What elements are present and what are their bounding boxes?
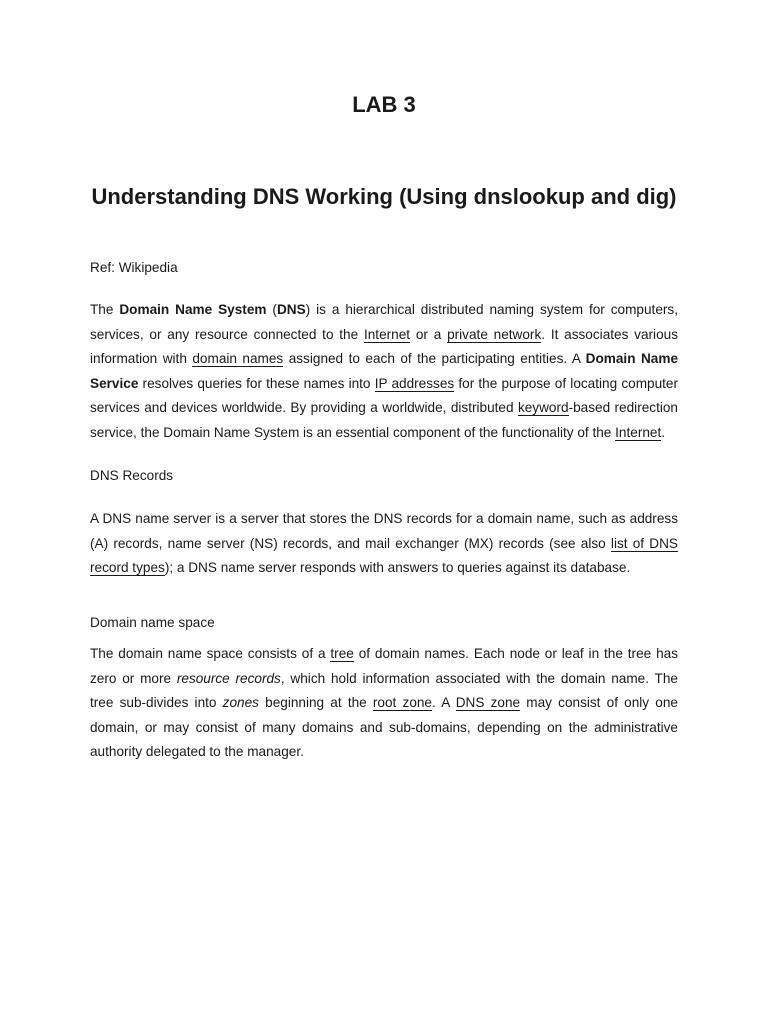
lab-title: LAB 3 — [352, 92, 416, 117]
link-domain-names[interactable]: domain names — [192, 351, 284, 367]
bold-term: Domain Name System — [119, 302, 267, 317]
italic-term: zones — [222, 695, 259, 711]
link-dns-record-types[interactable]: list of DNS record types — [90, 535, 678, 576]
text-span: ); a DNS name server responds with answers to queries against its database. — [164, 560, 631, 576]
link-root-zone[interactable]: root zone — [372, 695, 432, 711]
heading-dns-records: DNS Records — [90, 468, 174, 483]
link-private-network[interactable]: private network — [447, 326, 542, 342]
text-span: . — [661, 424, 666, 440]
text-span: assigned to each of the participating entities. A — [283, 351, 586, 367]
text-span: beginning at the — [258, 695, 373, 711]
text-span: of domain names. Each node or leaf in the tree has zero or more — [90, 646, 678, 686]
text-span: , which hold information associated with the domain name. The tree sub-divides into — [90, 670, 678, 711]
bold-term: Domain Name Service — [90, 351, 678, 391]
link-keyword[interactable]: keyword — [517, 400, 569, 416]
link-ip-addresses[interactable]: IP addresses — [374, 375, 455, 391]
text-span: A DNS name server is a server that stores the DNS records for a domain name, such as address (A) records, name server (NS) records, and mail exchanger (MX) records (see also — [90, 511, 678, 551]
paragraph-dns-records — [90, 507, 678, 581]
text-span: The domain name space consists of a — [90, 646, 331, 661]
bold-term: DNS — [276, 302, 306, 317]
text-span: for the purpose of locating computer services and devices worldwide. By providing a worldwide, distributed — [90, 375, 679, 416]
text-span: ( — [266, 302, 277, 317]
text-span: ) is a hierarchical distributed naming system for computers, services, or any resource connected to the — [90, 302, 678, 342]
text-span: or a — [410, 326, 448, 342]
paragraph-dns-intro — [90, 298, 678, 446]
link-internet[interactable]: Internet — [363, 326, 411, 342]
text-span: may consist of only one domain, or may consist of many domains and sub-domains, depending on the administrative authority delegated to the manager. — [90, 695, 678, 760]
italic-term: resource records — [176, 670, 281, 686]
text-span: resolves queries for these names into — [138, 375, 375, 391]
paragraph-domain-name-space — [90, 642, 678, 765]
ref-line: Ref: Wikipedia — [90, 260, 178, 275]
link-dns-zone[interactable]: DNS zone — [455, 695, 521, 711]
main-title: Understanding DNS Working (Using dnslookup and dig) — [91, 184, 677, 209]
text-span: -based redirection service, the Domain Name System is an essential component of the functionality of the — [90, 400, 678, 440]
text-span: . A — [432, 695, 456, 711]
text-span: The — [90, 302, 120, 317]
heading-domain-name-space: Domain name space — [90, 615, 215, 630]
text-span: . It associates various information with — [90, 326, 678, 367]
link-tree[interactable]: tree — [330, 646, 354, 661]
link-internet-2[interactable]: Internet — [615, 424, 662, 440]
